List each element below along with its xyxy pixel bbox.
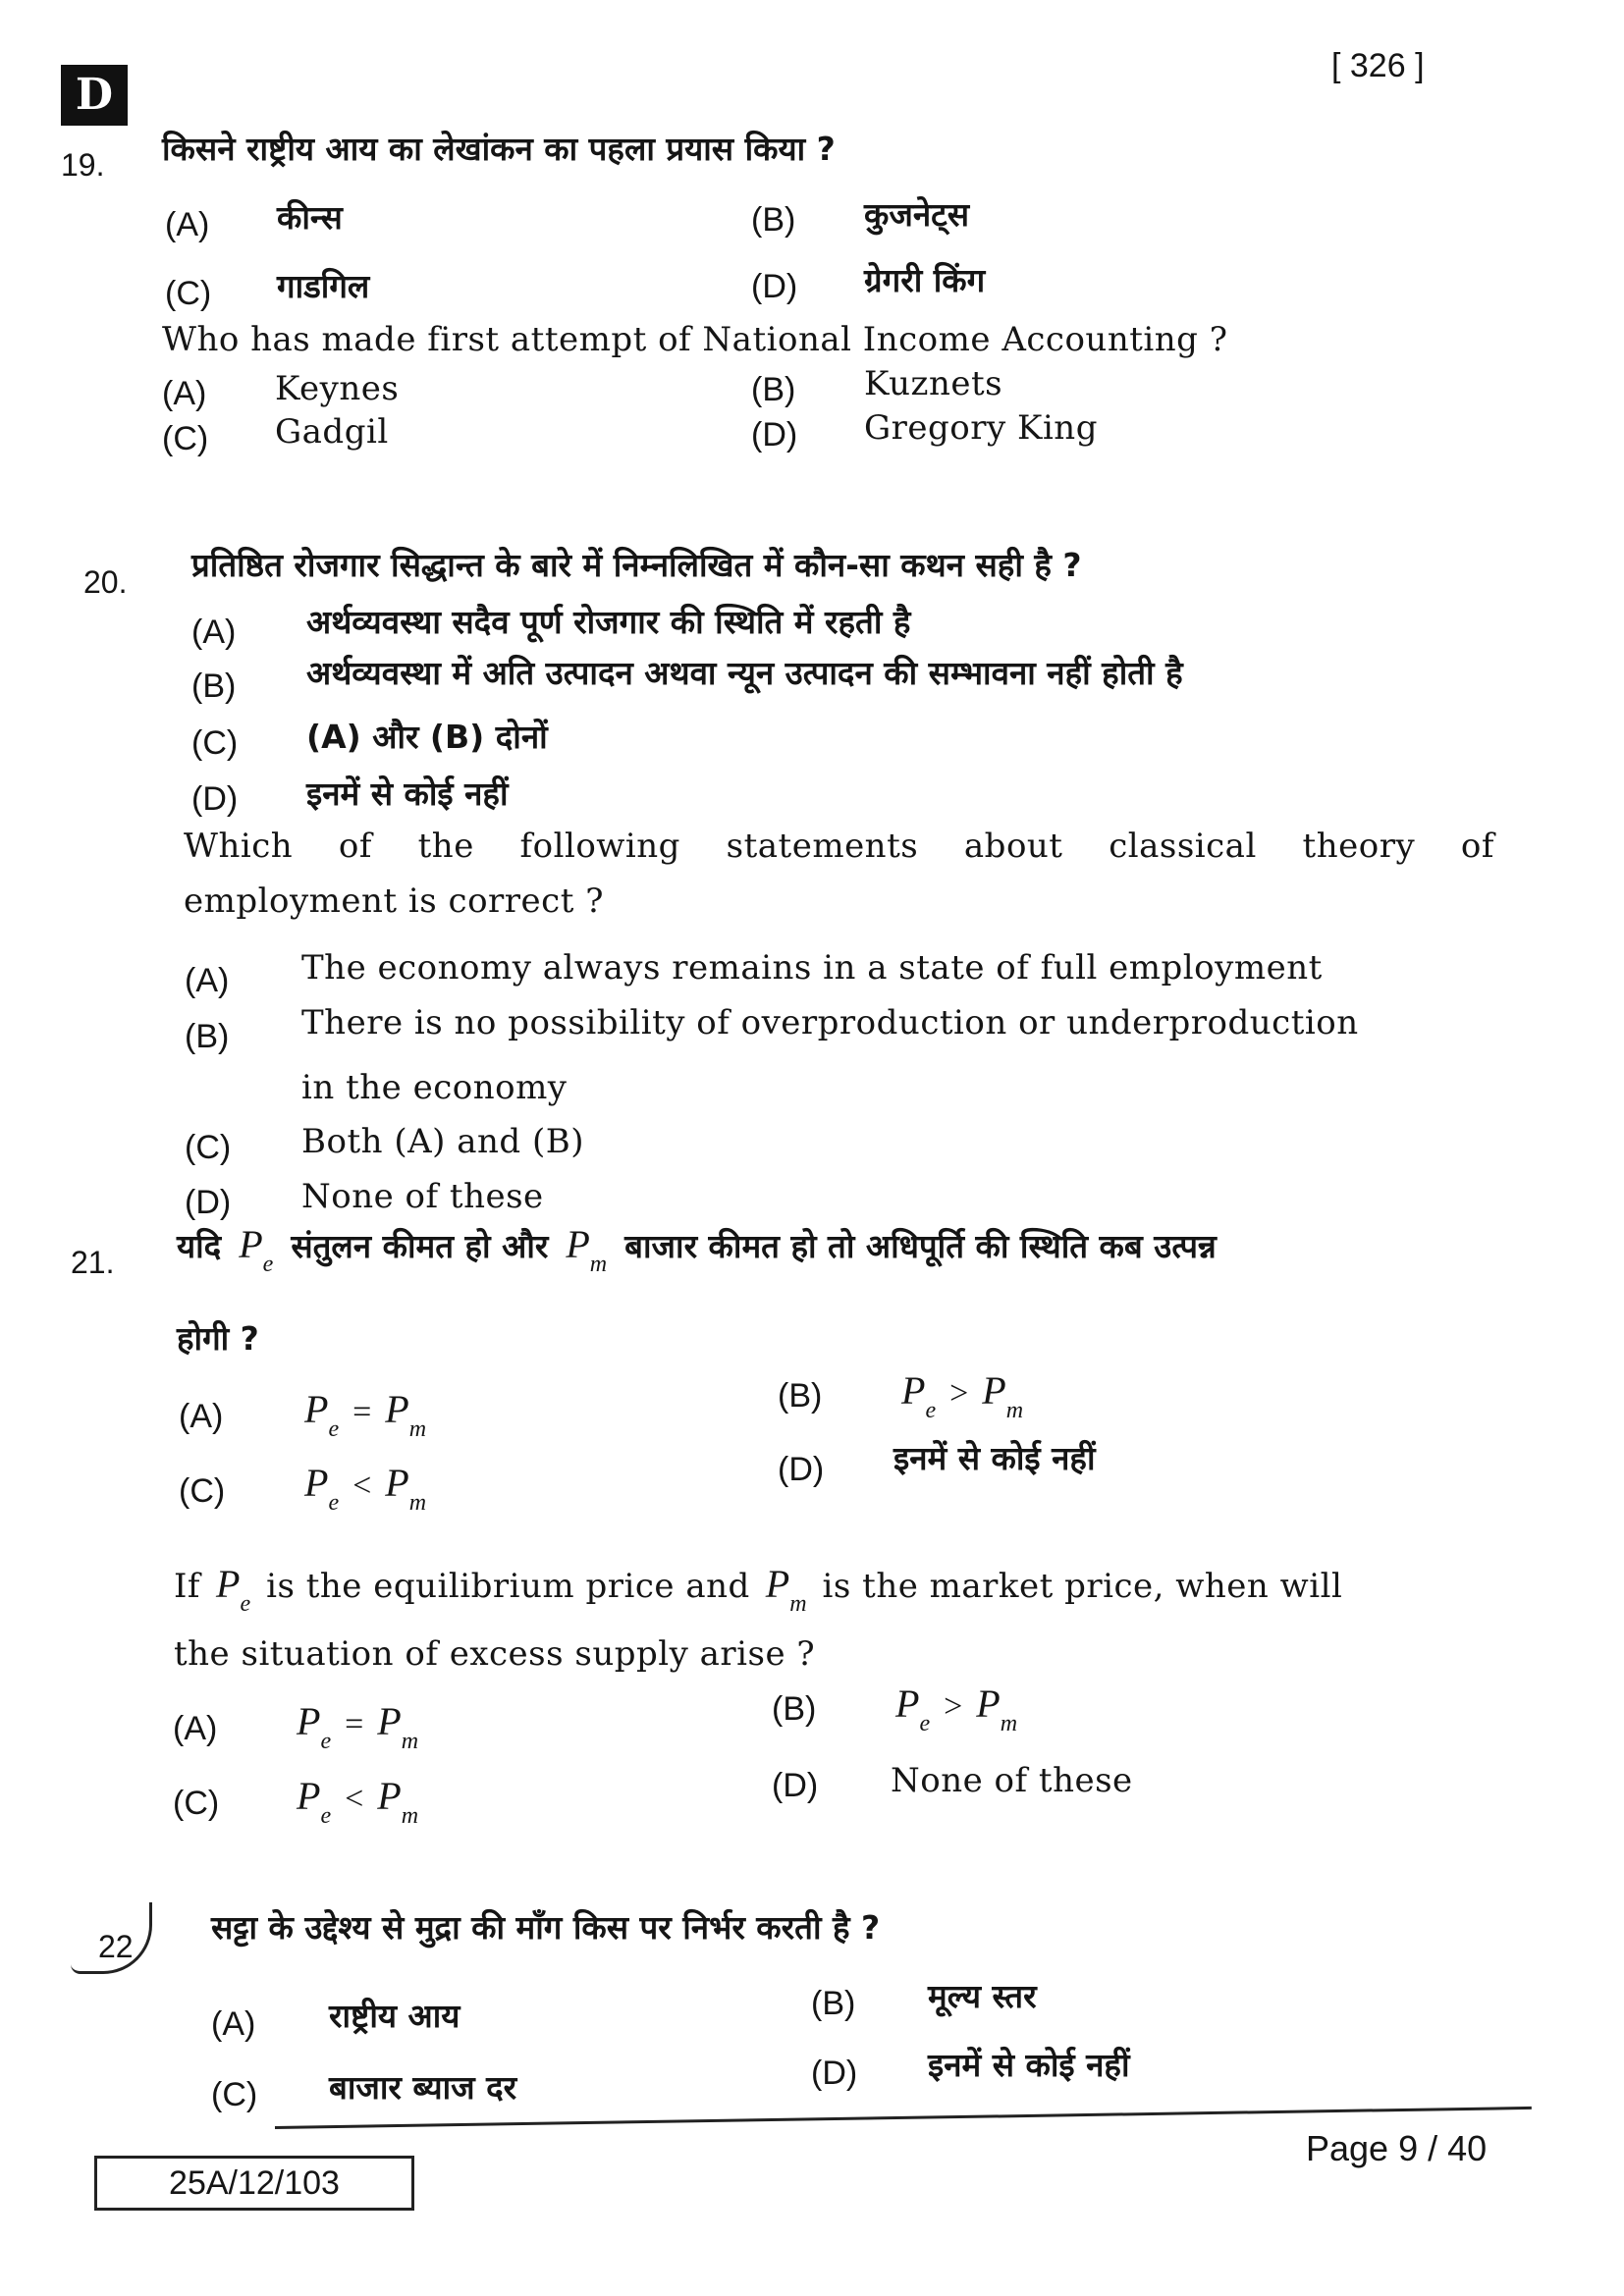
question-text-english: Who has made first attempt of National Income Accounting ? <box>162 320 1228 359</box>
question-text-hindi: सट्टा के उद्देश्य से मुद्रा की माँग किस पर निर्भर करती है ? <box>211 1908 881 1947</box>
option-text: (A) और (B) दोनों <box>306 718 548 756</box>
option-label: (D) <box>751 268 798 305</box>
variable-pm: $P_m$ <box>765 1562 807 1617</box>
question-text-english-line2: the situation of excess supply arise ? <box>174 1634 816 1674</box>
word: following <box>519 827 680 866</box>
option-text: There is no possibility of overproduction or underproduction <box>301 1003 1359 1042</box>
variable-pe: $P_e$ <box>239 1222 274 1277</box>
option-text: ग्रेगरी किंग <box>864 261 986 299</box>
option-text: Keynes <box>275 369 400 408</box>
question-number: 22 <box>98 1929 134 1964</box>
option-label: (C) <box>173 1785 220 1822</box>
option-label: (B) <box>191 667 237 705</box>
question-number: 19. <box>61 147 105 183</box>
option-expression: $P_e = P_m$ <box>297 1699 419 1754</box>
variable-pm: $P_m$ <box>566 1222 608 1277</box>
question-number: 20. <box>83 564 128 600</box>
option-label: (C) <box>165 275 212 312</box>
option-text: गाडगिल <box>277 267 370 305</box>
word: about <box>963 827 1063 866</box>
option-label: (A) <box>185 962 230 999</box>
text-fragment: बाजार कीमत हो तो अधिपूर्ति की स्थिति कब उत्पन्न <box>624 1227 1217 1265</box>
option-label: (C) <box>191 724 239 762</box>
question-text-english-line2: employment is correct ? <box>184 881 604 921</box>
question-text-hindi: किसने राष्ट्रीय आय का लेखांकन का पहला प्रयास किया ? <box>162 130 836 168</box>
question-text-english <box>174 1561 1342 1618</box>
option-text-continued: in the economy <box>301 1068 568 1107</box>
option-label: (A) <box>179 1398 224 1435</box>
option-label: (D) <box>772 1767 819 1804</box>
option-label: (A) <box>173 1710 218 1747</box>
option-label: (C) <box>211 2076 258 2113</box>
option-label: (C) <box>162 420 209 457</box>
question-number: 21. <box>71 1245 115 1280</box>
option-text: Gadgil <box>275 412 389 452</box>
option-label: (B) <box>751 371 796 408</box>
page-indicator: Page 9 / 40 <box>1306 2128 1488 2168</box>
option-text: None of these <box>891 1761 1133 1800</box>
option-text: The economy always remains in a state of full employment <box>301 948 1323 988</box>
option-text: None of these <box>301 1177 544 1216</box>
word: of <box>338 827 372 866</box>
option-label: (D) <box>811 2055 858 2092</box>
word: the <box>417 827 474 866</box>
word: of <box>1460 827 1494 866</box>
option-label: (D) <box>191 780 239 818</box>
text-fragment: is the market price, when will <box>822 1567 1343 1606</box>
question-text-hindi-line2: होगी ? <box>177 1319 259 1358</box>
word: Which <box>184 827 294 866</box>
option-label: (C) <box>179 1472 226 1510</box>
option-label: (A) <box>211 2005 256 2043</box>
booklet-code: [ 326 ] <box>1331 47 1425 84</box>
option-label: (A) <box>165 206 210 243</box>
option-label: (C) <box>185 1129 232 1166</box>
question-text-hindi: प्रतिष्ठित रोजगार सिद्धान्त के बारे में निम्नलिखित में कौन-सा कथन सही है ? <box>191 546 1082 584</box>
option-label: (B) <box>751 201 796 239</box>
text-fragment: संतुलन कीमत हो और <box>291 1227 549 1265</box>
option-expression: $P_e > P_m$ <box>901 1368 1024 1423</box>
option-label: (D) <box>185 1184 232 1221</box>
question-text-english-line1 <box>184 827 1494 866</box>
option-text: कीन्स <box>277 198 343 237</box>
option-expression: $P_e > P_m$ <box>895 1682 1018 1736</box>
option-text: अर्थव्यवस्था सदैव पूर्ण रोजगार की स्थिति में रहती है <box>306 603 911 641</box>
option-text: कुजनेट्स <box>864 195 970 234</box>
option-text: राष्ट्रीय आय <box>329 1997 460 2035</box>
option-label: (B) <box>811 1985 856 2022</box>
footer-divider <box>275 2107 1532 2129</box>
option-text: Kuznets <box>864 364 1003 403</box>
option-label: (B) <box>185 1018 230 1055</box>
variable-pe: $P_e$ <box>216 1562 251 1617</box>
option-expression: $P_e < P_m$ <box>297 1774 419 1829</box>
text-fragment: यदि <box>177 1227 222 1265</box>
option-expression: $P_e = P_m$ <box>304 1387 427 1442</box>
word: statements <box>726 827 919 866</box>
option-text: अर्थव्यवस्था में अति उत्पादन अथवा न्यून उत्पादन की सम्भावना नहीं होती है <box>306 654 1183 692</box>
option-label: (D) <box>778 1451 825 1488</box>
option-text: इनमें से कोई नहीं <box>893 1439 1096 1477</box>
word: classical <box>1109 827 1257 866</box>
option-label: (A) <box>191 614 237 651</box>
option-text: मूल्य स्तर <box>928 1977 1037 2015</box>
option-text: Both (A) and (B) <box>301 1122 584 1161</box>
paper-code-box: 25A/12/103 <box>94 2156 414 2211</box>
option-expression: $P_e < P_m$ <box>304 1461 427 1516</box>
option-label: (B) <box>772 1690 817 1728</box>
option-label: (A) <box>162 375 207 412</box>
option-text: बाजार ब्याज दर <box>329 2068 517 2107</box>
option-label: (B) <box>778 1377 823 1415</box>
text-fragment: is the equilibrium price and <box>266 1567 750 1606</box>
set-badge: D <box>61 65 128 126</box>
option-label: (D) <box>751 416 798 454</box>
question-text-hindi <box>177 1221 1217 1278</box>
option-text: Gregory King <box>864 408 1098 448</box>
option-text: इनमें से कोई नहीं <box>306 774 509 813</box>
option-text: इनमें से कोई नहीं <box>928 2046 1130 2084</box>
word: theory <box>1302 827 1416 866</box>
text-fragment: If <box>174 1567 201 1606</box>
